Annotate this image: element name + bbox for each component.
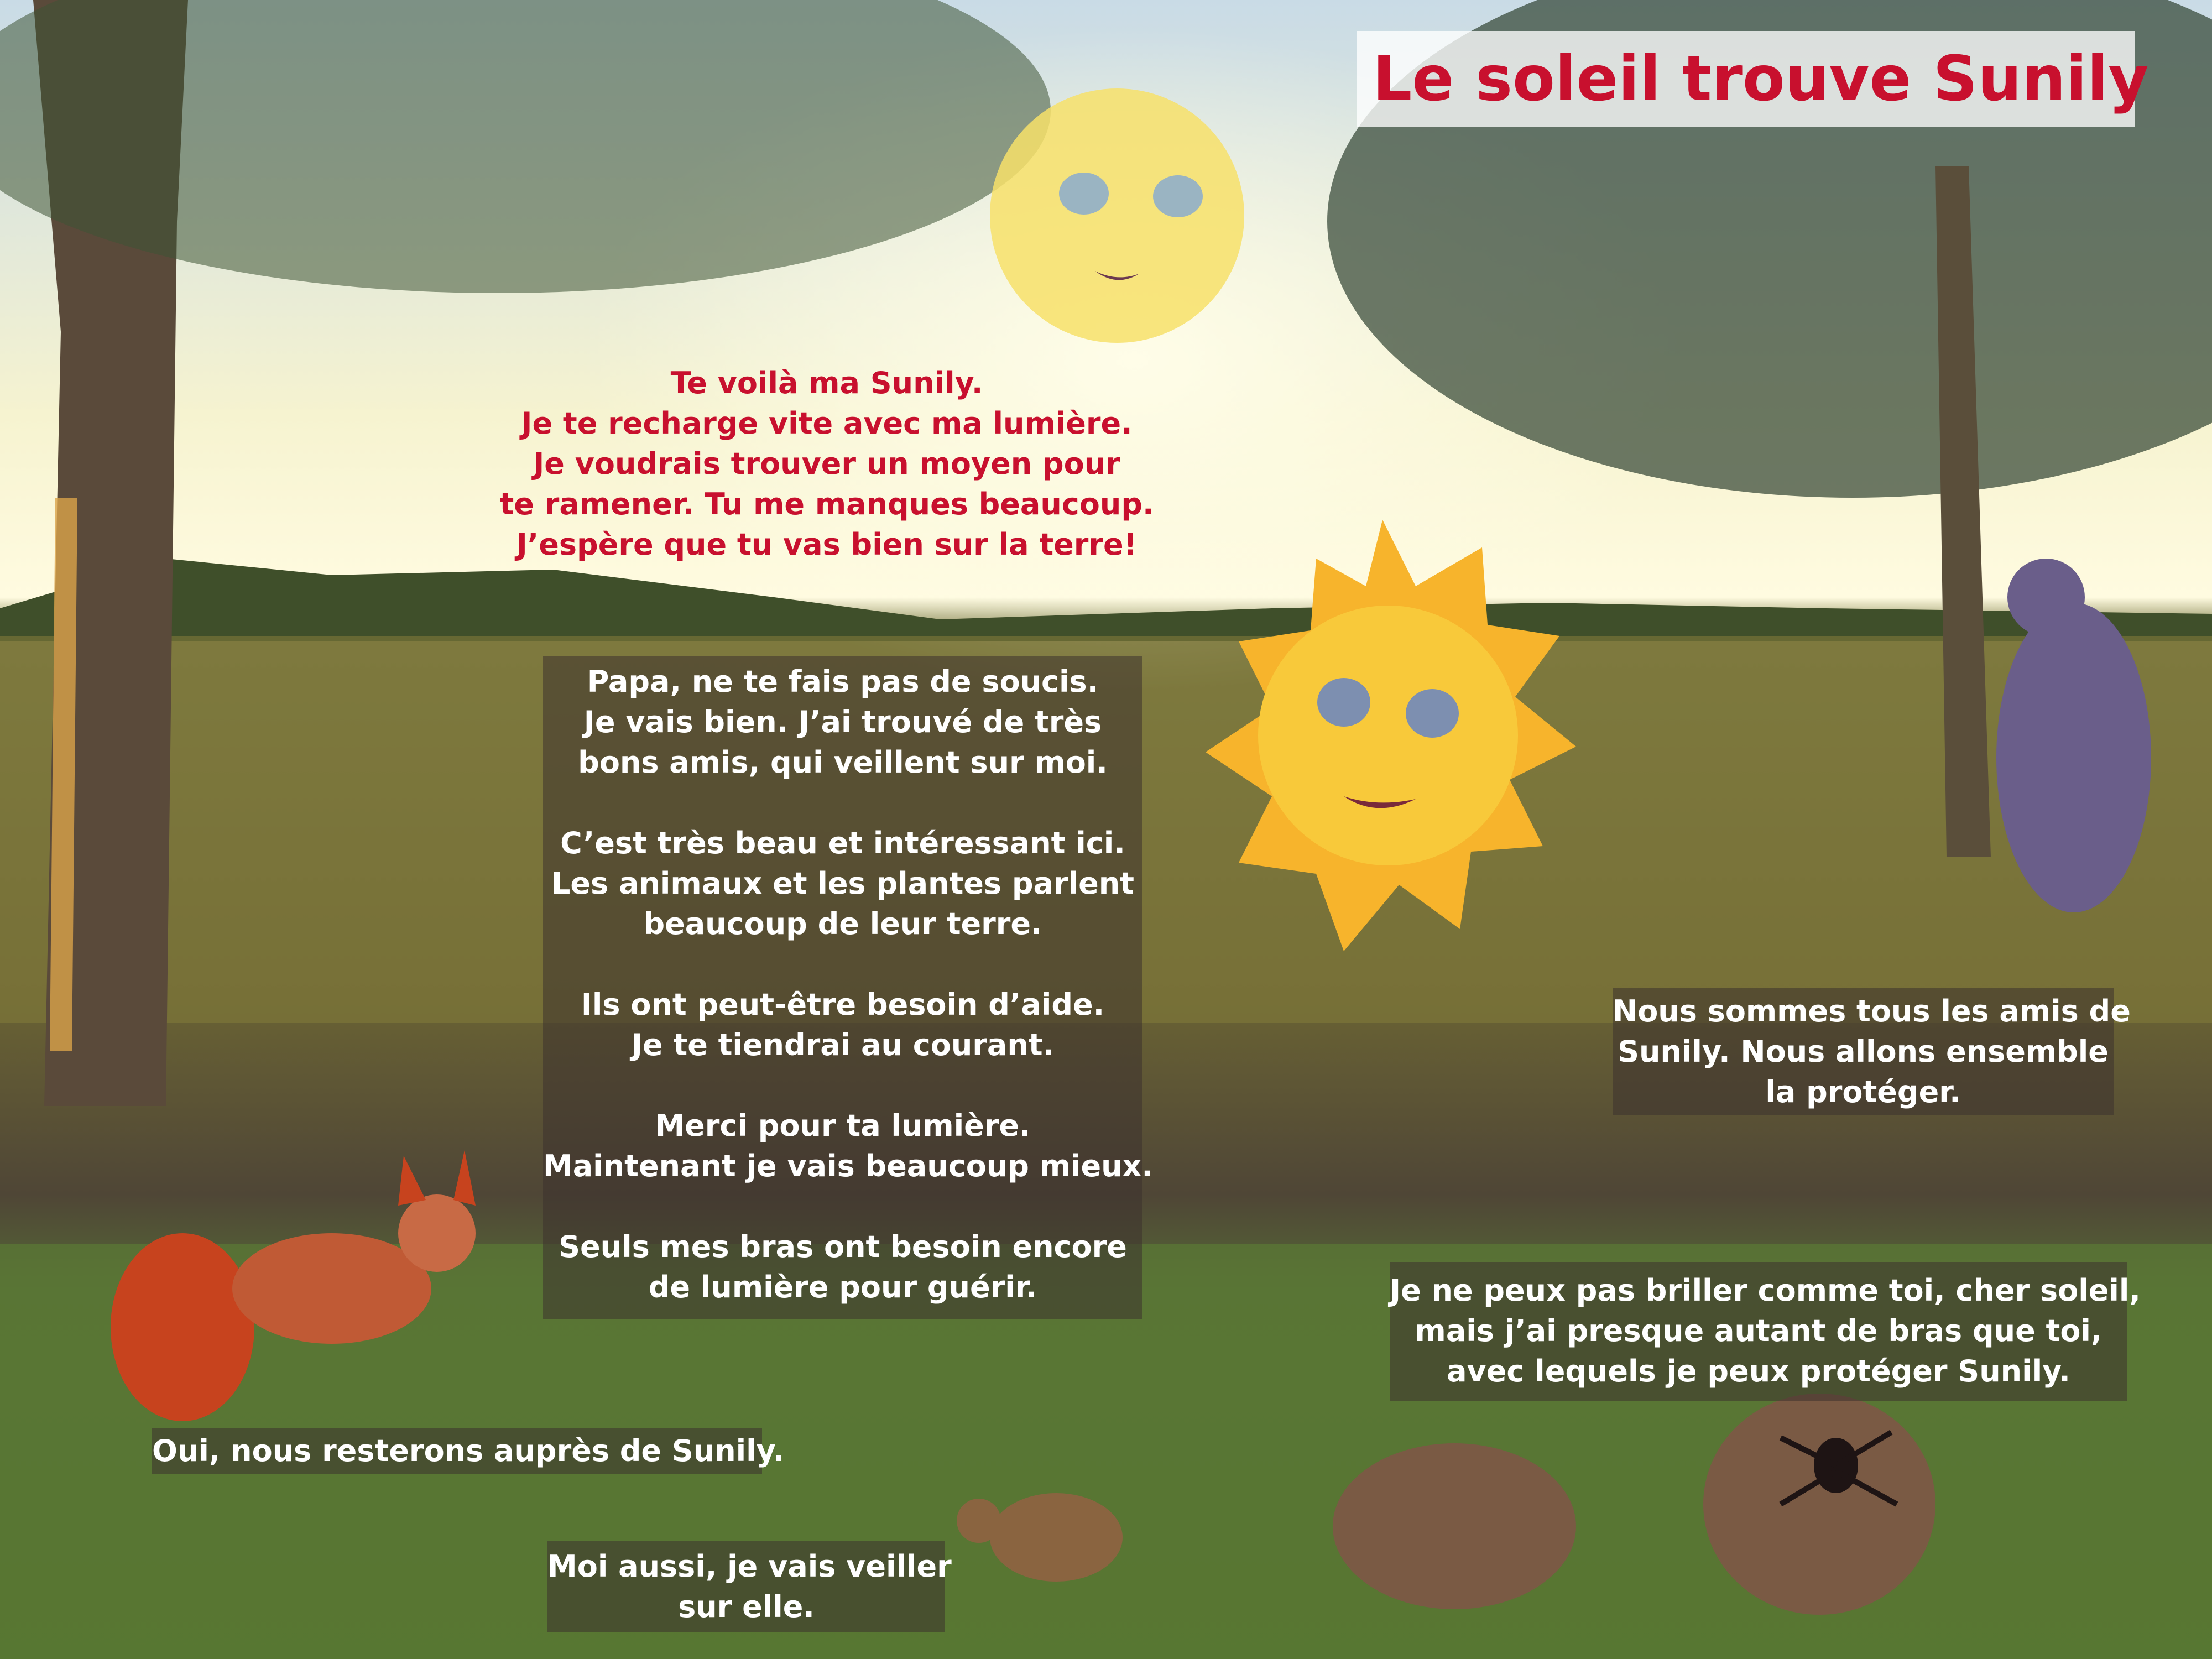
speech-line: Je te tiendrai au courant. [631, 1027, 1055, 1062]
sun-speech [487, 363, 1167, 565]
speech-line: beaucoup de leur terre. [643, 906, 1042, 941]
molehill-left [1333, 1443, 1576, 1609]
speech-line: sur elle. [678, 1589, 815, 1624]
speech-line: Je vais bien. J’ai trouvé de très [583, 705, 1102, 739]
sun-speech-line: Je te recharge vite avec ma lumière. [521, 406, 1133, 441]
speech-line: Seuls mes bras ont besoin encore [559, 1229, 1127, 1264]
mouse-speech-box [547, 1541, 952, 1632]
speech-line: Moi aussi, je vais veiller [547, 1549, 952, 1584]
molehill-right [1703, 1394, 1936, 1615]
sun-speech-line: J’espère que tu vas bien sur la terre! [516, 527, 1138, 562]
speech-line: bons amis, qui veillent sur moi. [578, 745, 1108, 780]
speech-line: Maintenant je vais beaucoup mieux. [543, 1149, 1153, 1183]
speech-line: Je ne peux pas briller comme toi, cher soleil, [1390, 1273, 2141, 1308]
speech-line: de lumière pour guérir. [648, 1270, 1037, 1305]
sun-speech-line: Je voudrais trouver un moyen pour [533, 446, 1120, 481]
sun-speech-line: te ramener. Tu me manques beaucoup. [499, 487, 1154, 521]
speech-line: avec lequels je peux protéger Sunily. [1447, 1354, 2070, 1389]
squirrel-speech-box [152, 1428, 785, 1474]
sky-sun-face [990, 88, 1244, 343]
spider-speech-box [1390, 1262, 2141, 1401]
speech-line: Papa, ne te fais pas de soucis. [587, 664, 1099, 699]
speech-line: Ils ont peut-être besoin d’aide. [581, 987, 1105, 1022]
speech-line: Sunily. Nous allons ensemble [1618, 1034, 2109, 1069]
bird-speech-box [1613, 988, 2131, 1115]
speech-line: Nous sommes tous les amis de [1613, 994, 2131, 1029]
speech-line: la protéger. [1765, 1074, 1961, 1109]
sunily-speech-box [543, 656, 1153, 1319]
speech-line: Les animaux et les plantes parlent [551, 866, 1134, 901]
speech-line: Oui, nous resterons auprès de Sunily. [152, 1433, 785, 1468]
speech-line: C’est très beau et intéressant ici. [560, 826, 1125, 860]
speech-line: mais j’ai presque autant de bras que toi, [1415, 1313, 2103, 1348]
sun-speech-line: Te voilà ma Sunily. [670, 366, 983, 400]
speech-line: Merci pour ta lumière. [655, 1108, 1031, 1143]
page-title: Le soleil trouve Sunily [1357, 31, 2135, 127]
